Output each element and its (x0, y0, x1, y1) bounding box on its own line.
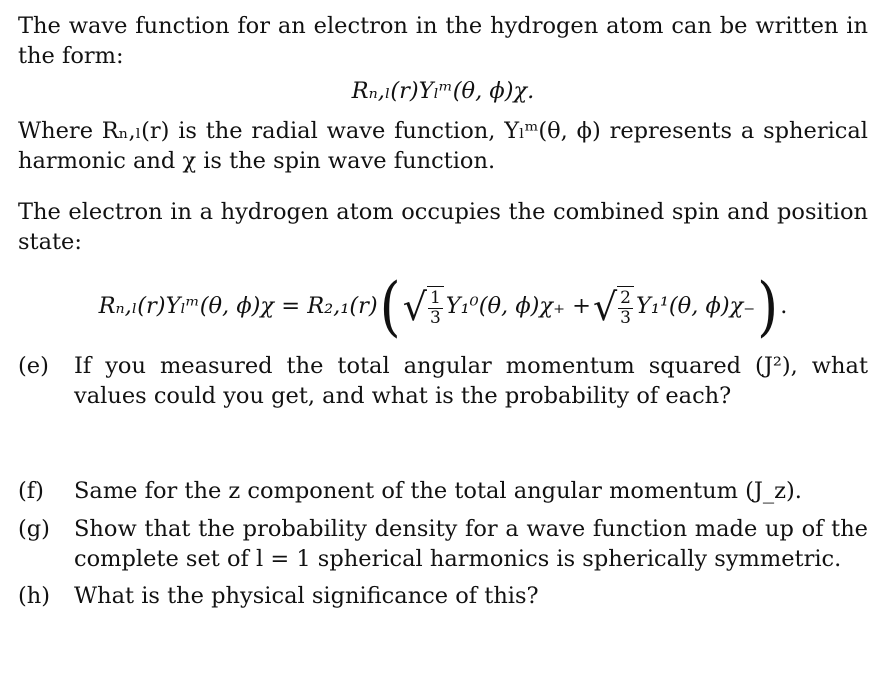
question-list (18, 352, 868, 612)
wavefunction-equation: Rₙ,ₗ(r)Yₗᵐ(θ, ϕ)χ. (351, 78, 535, 105)
question-label: (h) (18, 583, 51, 610)
question-label: (g) (18, 515, 50, 542)
question-g (18, 515, 868, 574)
frac1-denominator: 3 (429, 307, 441, 328)
question-f (18, 477, 868, 507)
definitions-paragraph: Where Rₙ,ₗ(r) is the radial wave function, Yₗᵐ(θ, ϕ) represents a spherical harmonic and χ is the spin wave function. (18, 118, 868, 174)
question-label: (e) (18, 352, 49, 379)
equation-term-2: Y₁¹(θ, ϕ)χ₋ (636, 292, 756, 319)
question-label: (f) (18, 478, 44, 505)
question-text: Same for the z component of the total angular momentum (J_z). (74, 478, 802, 505)
equation-lhs: Rₙ,ₗ(r)Yₗᵐ(θ, ϕ)χ = R₂,₁(r) (98, 292, 378, 319)
question-text: What is the physical significance of this? (74, 583, 539, 610)
question-e (18, 352, 868, 411)
sqrt-one-third: √ $\frac{1}{3}$ (403, 286, 444, 327)
question-text: Show that the probability density for a wave function made up of the complete set of l = 1 spherical harmonics is spherically symmetric. (74, 515, 868, 572)
question-text: If you measured the total angular momentum squared (J²), what values could you get, and what is the probability of each? (74, 352, 868, 409)
equation-term-1: Y₁⁰(θ, ϕ)χ₊ + (445, 292, 591, 319)
frac2-denominator: 3 (620, 307, 631, 328)
frac2-numerator: 2 (620, 288, 631, 309)
right-paren: ) (757, 268, 779, 345)
state-paragraph: The electron in a hydrogen atom occupies the combined spin and position state: (18, 199, 868, 256)
problem-page (18, 12, 868, 620)
question-h (18, 582, 868, 612)
left-paren: ( (379, 268, 401, 345)
sqrt-two-thirds: √ $\frac{2}{3}$ (593, 286, 634, 327)
state-equation (18, 268, 868, 345)
equation-end: . (780, 292, 788, 319)
intro-paragraph: The wave function for an electron in the hydrogen atom can be written in the form: (18, 13, 868, 69)
frac1-numerator: 1 (429, 288, 441, 309)
